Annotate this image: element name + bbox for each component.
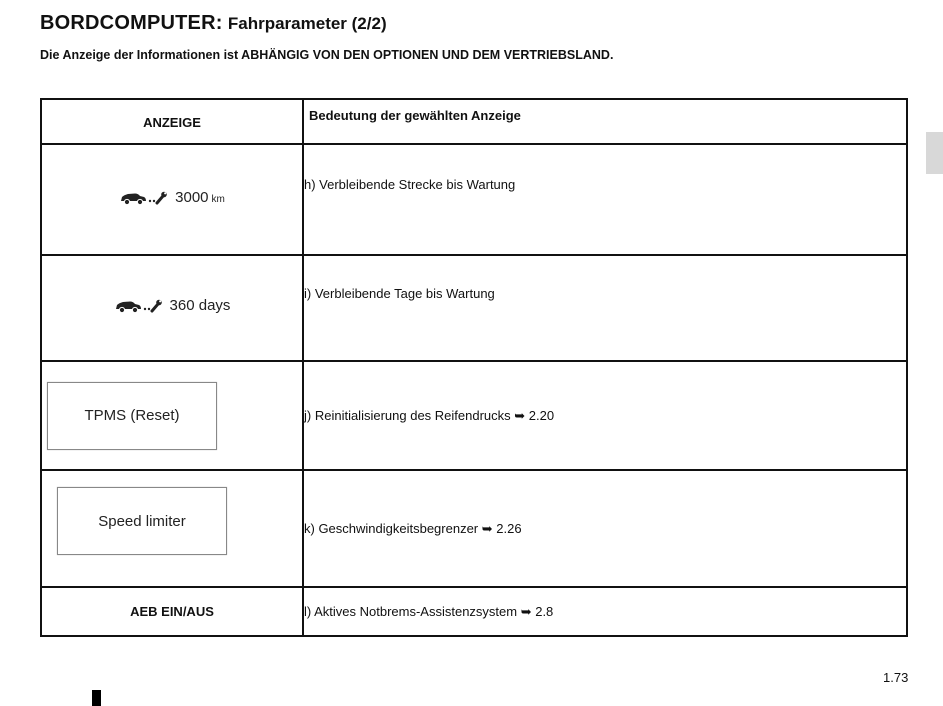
tpms-reset-display: TPMS (Reset): [47, 382, 217, 450]
table-row: [41, 587, 907, 636]
parameters-table: [40, 98, 908, 637]
column-header-display: ANZEIGE: [41, 99, 303, 144]
service-distance-unit: km: [211, 193, 225, 205]
meaning-cell: h) Verbleibende Strecke bis Wartung: [303, 144, 907, 255]
title-sub: Fahrparameter (2/2): [227, 14, 387, 33]
service-distance-value: 3000: [175, 188, 209, 206]
page-number: 1.73: [883, 670, 909, 685]
meaning-cell: j) Reinitialisierung des Reifendrucks ➥ 2.20: [303, 361, 907, 470]
section-tab-marker: [926, 132, 943, 174]
table-row: [41, 470, 907, 587]
availability-notice: Die Anzeige der Informationen ist ABHÄNGIG VON DEN OPTIONEN UND DEM VERTRIEBSLAND.: [40, 48, 614, 62]
table-header-row: [41, 99, 907, 144]
meaning-cell: l) Aktives Notbrems-Assistenzsystem ➥ 2.8: [303, 587, 907, 636]
service-distance-display: [119, 189, 225, 206]
speed-limiter-display: Speed limiter: [57, 487, 227, 555]
meaning-cell: i) Verbleibende Tage bis Wartung: [303, 255, 907, 361]
table-row: [41, 144, 907, 255]
display-cell: [41, 470, 303, 587]
table-row: [41, 255, 907, 361]
aeb-display-cell: AEB EIN/AUS: [41, 587, 303, 636]
service-days-value: 360 days: [169, 297, 231, 314]
print-mark: [92, 690, 101, 706]
title-main: BORDCOMPUTER:: [40, 12, 223, 34]
display-cell: [41, 144, 303, 255]
car-wrench-icon: [114, 298, 164, 314]
meaning-cell: k) Geschwindigkeitsbegrenzer ➥ 2.26: [303, 470, 907, 587]
table-row: [41, 361, 907, 470]
page-title: [40, 12, 387, 35]
service-days-display: [114, 297, 231, 314]
column-header-meaning: Bedeutung der gewählten Anzeige: [303, 99, 907, 144]
display-cell: [41, 255, 303, 361]
car-wrench-icon: [119, 190, 169, 206]
display-cell: [41, 361, 303, 470]
